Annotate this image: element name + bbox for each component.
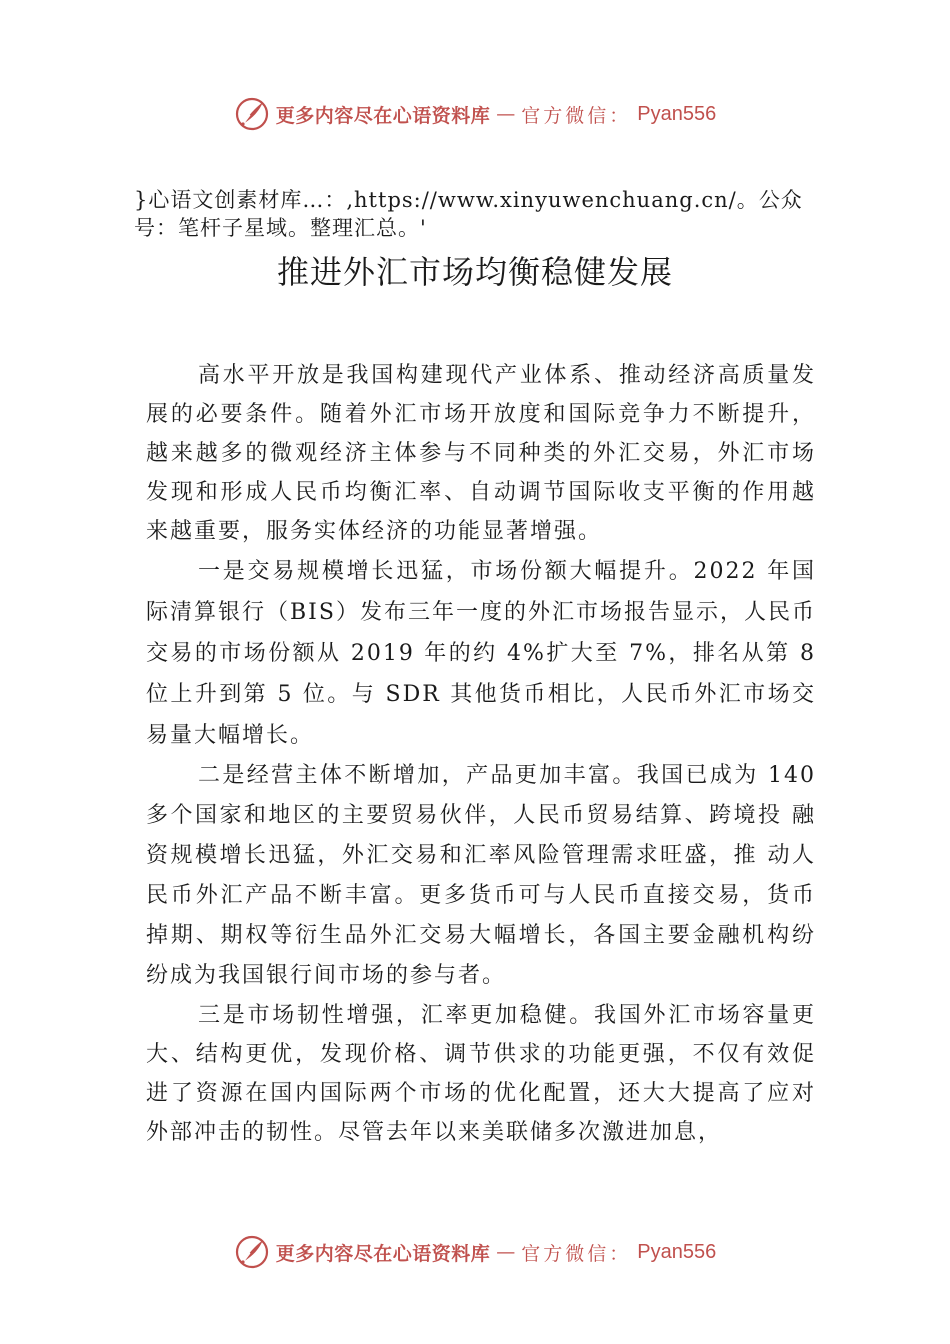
- header-banner: [0, 92, 950, 136]
- banner-wechat-id: Pyan556: [637, 1240, 717, 1263]
- paragraph-point-2: 二是经营主体不断增加，产品更加丰富。我国已成为 140 多个国家和地区的主要贸易伙伴，人民币贸易结算、跨境投 融资规模增长迅猛，外汇交易和汇率风险管理需求旺盛，推 动人民币外汇产品不断丰富。更多货币可与人民币直接交易，货币掉期、期权等衍生品外汇交易大幅增长，各国主要金融机构纷纷成为我国银行间市场的参与者。: [146, 763, 816, 988]
- banner-slogan: 更多内容尽在心语资料库: [275, 1242, 491, 1265]
- quill-pen-logo-icon: [234, 96, 270, 132]
- quill-pen-logo-icon: [234, 1234, 270, 1270]
- paragraph-point-1: 一是交易规模增长迅猛，市场份额大幅提升。2022 年国际清算银行（BIS）发布三年一度的外汇市场报告显示，人民币交易的市场份额从 2019 年的约 4%扩大至 7%，排名从第 8 位上升到第 5 位。与 SDR 其他货币相比，人民币外汇市场交易量大幅增长。: [146, 559, 816, 748]
- paragraph-intro: 高水平开放是我国构建现代产业体系、推动经济高质量发展的必要条件。随着外汇市场开放度和国际竞争力不断提升，越来越多的微观经济主体参与不同种类的外汇交易，外汇市场发现和形成人民币均衡汇率、自动调节国际收支平衡的作用越来越重要，服务实体经济的功能显著增强。: [146, 363, 816, 544]
- banner-wechat-label: 官方微信：: [521, 1242, 632, 1265]
- source-note: }心语文创素材库…：,https://www.xinyuwenchuang.cn/。公众号：笔杆子星域。整理汇总。': [134, 188, 803, 240]
- banner-dash: —: [496, 103, 516, 125]
- banner-wechat-label: 官方微信：: [521, 104, 632, 127]
- banner-wechat-id: Pyan556: [637, 102, 717, 125]
- document-title: 推进外汇市场均衡稳健发展: [276, 253, 673, 291]
- paragraph-point-3: 三是市场韧性增强，汇率更加稳健。我国外汇市场容量更大、结构更优，发现价格、调节供求的功能更强，不仅有效促进了资源在国内国际两个市场的优化配置，还大大提高了应对外部冲击的韧性。尽管去年以来美联储多次激进加息，: [146, 1003, 816, 1145]
- banner-slogan: 更多内容尽在心语资料库: [275, 104, 491, 127]
- footer-banner: [0, 1230, 950, 1274]
- banner-dash: —: [496, 1241, 516, 1263]
- document-body: [146, 356, 816, 1152]
